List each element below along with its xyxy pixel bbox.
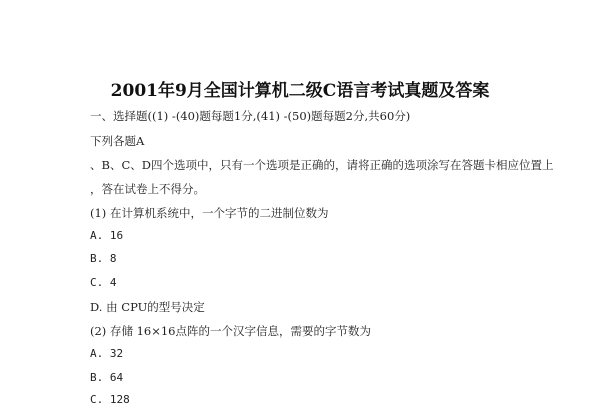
question-2: (2) 存储 16×16点阵的一个汉字信息，需要的字节数为 xyxy=(90,324,372,338)
question-2-option-c: C. 128 xyxy=(90,393,130,406)
question-1: (1) 在计算机系统中，一个字节的二进制位数为 xyxy=(90,206,329,220)
document-title: 2001年9月全国计算机二级C语言考试真题及答案 xyxy=(110,81,490,101)
question-2-option-b: B. 64 xyxy=(90,371,124,384)
instruction-line: 下列各题A xyxy=(90,134,145,148)
question-1-option-c: C. 4 xyxy=(90,276,117,289)
instruction-line: 、B、C、D四个选项中，只有一个选项是正确的，请将正确的选项涂写在答题卡相应位置上 xyxy=(90,158,554,172)
question-1-option-b: B. 8 xyxy=(90,252,117,265)
question-1-option-a: A. 16 xyxy=(90,229,124,242)
question-1-option-d: D. 由 CPU的型号决定 xyxy=(90,300,205,314)
instruction-line: ，答在试卷上不得分。 xyxy=(90,182,205,196)
section-heading: 一、选择题((1) -(40)题每题1分,(41) -(50)题每题2分,共60分) xyxy=(90,109,411,123)
question-2-option-a: A. 32 xyxy=(90,347,124,360)
